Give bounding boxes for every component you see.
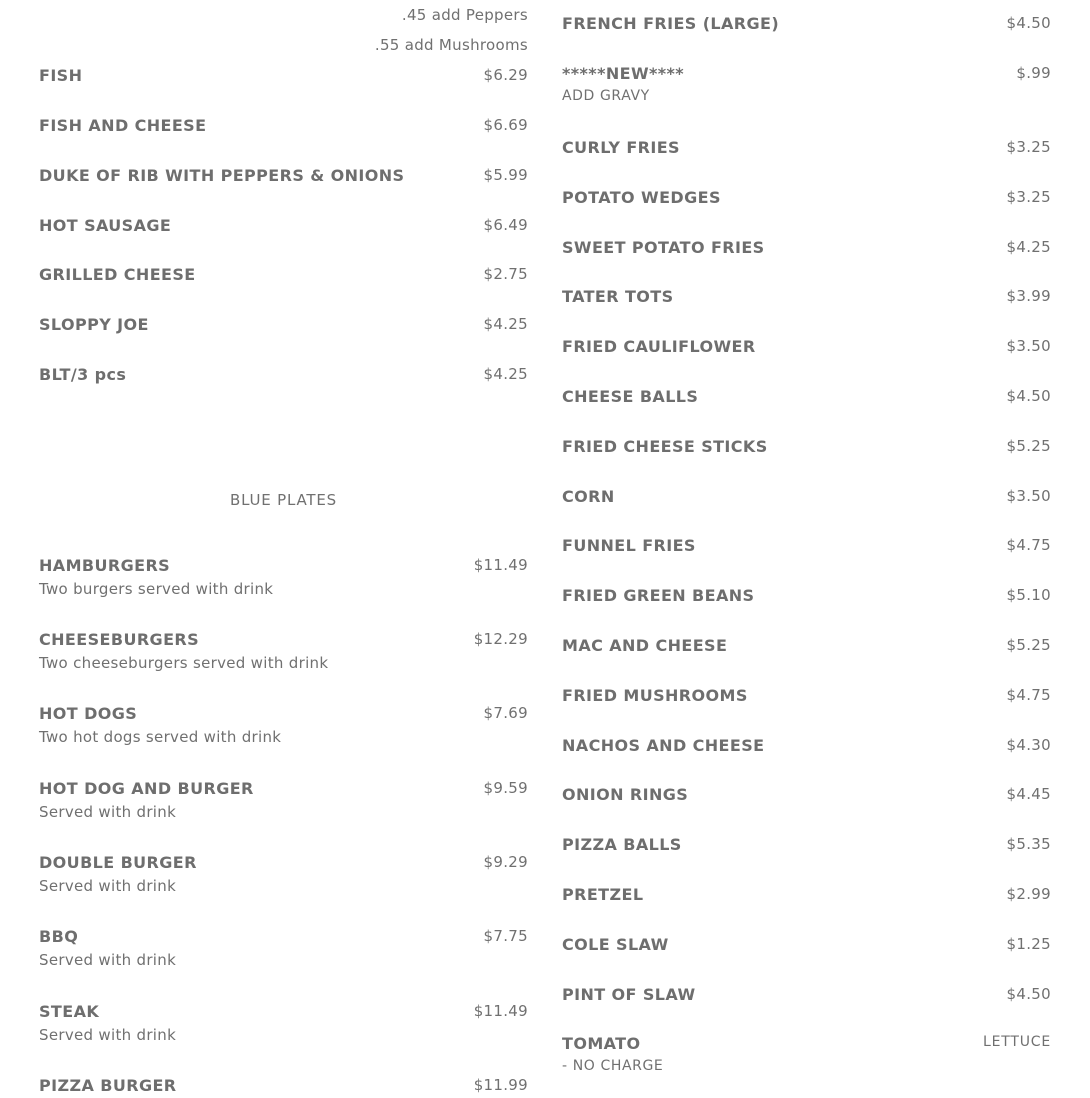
item-price: $.99 xyxy=(1016,64,1051,82)
item-name: HOT DOG AND BURGER xyxy=(39,779,254,798)
item-name: POTATO WEDGES xyxy=(562,188,721,207)
section-title-blue-plates: BLUE PLATES xyxy=(230,491,337,509)
item-price: $4.25 xyxy=(483,365,528,383)
item-name: *****NEW**** xyxy=(562,64,685,83)
item-name: CURLY FRIES xyxy=(562,138,680,157)
item-price: $6.49 xyxy=(483,216,528,234)
item-price: $1.25 xyxy=(1006,935,1051,953)
item-price: $3.25 xyxy=(1006,188,1051,206)
item-name: PRETZEL xyxy=(562,885,644,904)
item-price: LETTUCE xyxy=(983,1034,1051,1050)
item-name: DUKE OF RIB WITH PEPPERS & ONIONS xyxy=(39,166,405,185)
item-price: $3.99 xyxy=(1006,287,1051,305)
item-name: COLE SLAW xyxy=(562,935,669,954)
item-name: FRIED GREEN BEANS xyxy=(562,586,755,605)
item-description: Served with drink xyxy=(39,877,177,895)
item-name: MAC AND CHEESE xyxy=(562,636,728,655)
item-price: $6.29 xyxy=(483,66,528,84)
item-price: $5.10 xyxy=(1006,586,1051,604)
item-name: ONION RINGS xyxy=(562,785,689,804)
item-name: TATER TOTS xyxy=(562,287,674,306)
item-name: BLT/3 pcs xyxy=(39,365,127,384)
item-name: FISH AND CHEESE xyxy=(39,116,207,135)
item-description: Two hot dogs served with drink xyxy=(39,728,282,746)
item-name: PIZZA BURGER xyxy=(39,1076,177,1095)
item-price: $7.69 xyxy=(483,704,528,722)
item-name: DOUBLE BURGER xyxy=(39,853,197,872)
item-price: $5.99 xyxy=(483,166,528,184)
item-description: Served with drink xyxy=(39,803,177,821)
item-description: - NO CHARGE xyxy=(562,1058,664,1074)
item-name: HAMBURGERS xyxy=(39,556,171,575)
item-name: FRIED CAULIFLOWER xyxy=(562,337,756,356)
item-price: $11.99 xyxy=(473,1076,528,1094)
item-description: Two burgers served with drink xyxy=(39,580,274,598)
item-price: $2.99 xyxy=(1006,885,1051,903)
item-price: $4.30 xyxy=(1006,736,1051,754)
item-name: CORN xyxy=(562,487,615,506)
item-name: SLOPPY JOE xyxy=(39,315,149,334)
item-name: FRIED MUSHROOMS xyxy=(562,686,748,705)
item-price: $4.45 xyxy=(1006,785,1051,803)
addon-mushrooms: .55 add Mushrooms xyxy=(374,36,528,54)
item-name: PIZZA BALLS xyxy=(562,835,682,854)
item-price: $9.59 xyxy=(483,779,528,797)
item-price: $3.50 xyxy=(1006,487,1051,505)
item-description: ADD GRAVY xyxy=(562,88,650,104)
item-price: $4.25 xyxy=(483,315,528,333)
item-name: FISH xyxy=(39,66,83,85)
item-price: $7.75 xyxy=(483,927,528,945)
item-name: FRIED CHEESE STICKS xyxy=(562,437,768,456)
item-price: $4.50 xyxy=(1006,387,1051,405)
item-name: CHEESEBURGERS xyxy=(39,630,200,649)
item-name: GRILLED CHEESE xyxy=(39,265,196,284)
item-description: Two cheeseburgers served with drink xyxy=(39,654,329,672)
item-name: NACHOS AND CHEESE xyxy=(562,736,765,755)
item-description: Served with drink xyxy=(39,1026,177,1044)
item-price: $6.69 xyxy=(483,116,528,134)
item-price: $9.29 xyxy=(483,853,528,871)
item-price: $4.50 xyxy=(1006,14,1051,32)
item-price: $11.49 xyxy=(473,1002,528,1020)
item-price: $3.50 xyxy=(1006,337,1051,355)
item-name: CHEESE BALLS xyxy=(562,387,699,406)
item-price: $4.75 xyxy=(1006,536,1051,554)
item-name: FRENCH FRIES (LARGE) xyxy=(562,14,780,33)
item-name: STEAK xyxy=(39,1002,100,1021)
item-name: HOT DOGS xyxy=(39,704,138,723)
item-price: $5.25 xyxy=(1006,437,1051,455)
item-price: $5.35 xyxy=(1006,835,1051,853)
item-price: $4.25 xyxy=(1006,238,1051,256)
item-name: PINT OF SLAW xyxy=(562,985,696,1004)
item-price: $2.75 xyxy=(483,265,528,283)
item-price: $11.49 xyxy=(473,556,528,574)
item-price: $12.29 xyxy=(473,630,528,648)
item-name: TOMATO xyxy=(562,1034,641,1053)
item-price: $3.25 xyxy=(1006,138,1051,156)
item-price: $4.50 xyxy=(1006,985,1051,1003)
item-name: HOT SAUSAGE xyxy=(39,216,172,235)
item-name: FUNNEL FRIES xyxy=(562,536,696,555)
item-price: $4.75 xyxy=(1006,686,1051,704)
item-description: Served with drink xyxy=(39,951,177,969)
item-name: SWEET POTATO FRIES xyxy=(562,238,765,257)
item-name: BBQ xyxy=(39,927,79,946)
addon-peppers: .45 add Peppers xyxy=(401,6,528,24)
item-price: $5.25 xyxy=(1006,636,1051,654)
